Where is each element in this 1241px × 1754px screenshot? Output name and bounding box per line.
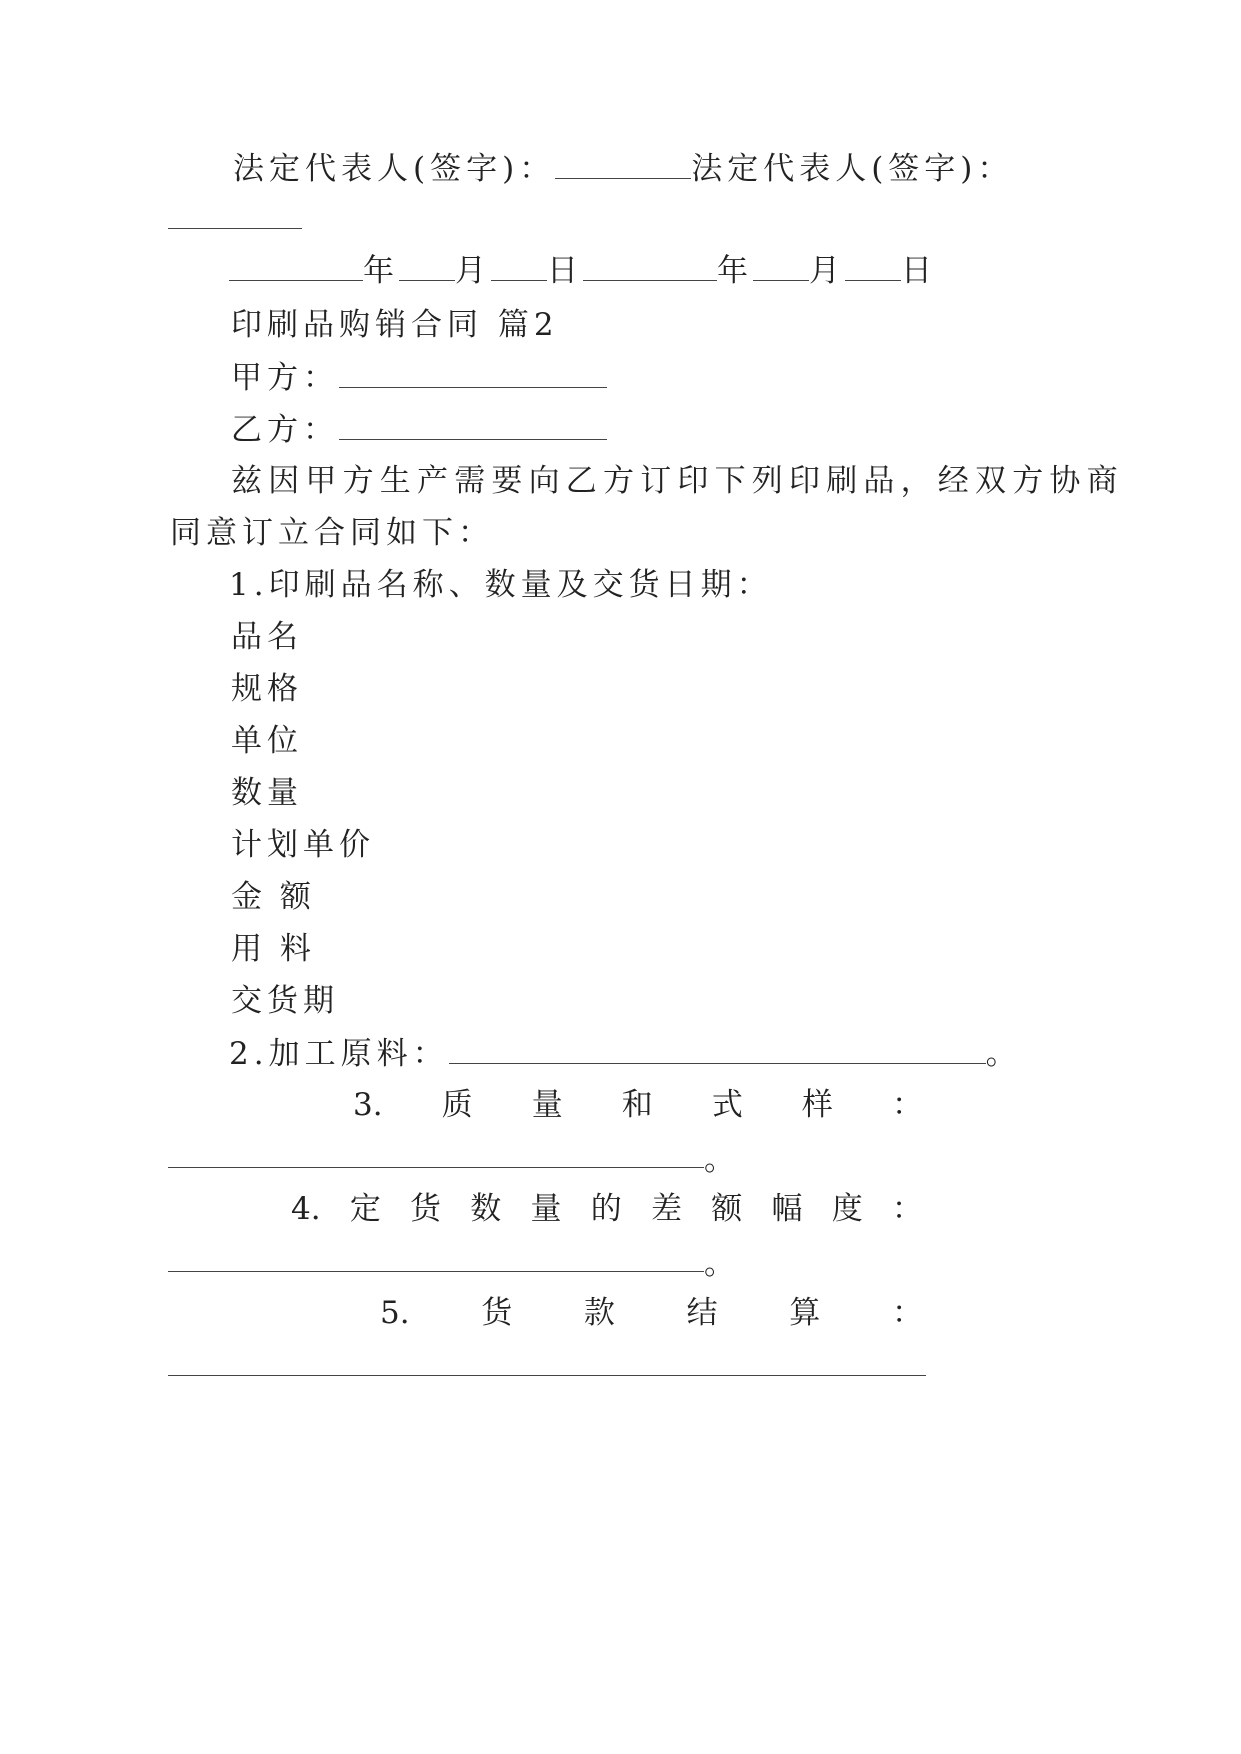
clause-4-blank[interactable]	[168, 1271, 704, 1272]
clause-4-heading	[291, 1189, 923, 1229]
clause-4-char: 4.	[291, 1191, 321, 1227]
year-label: 年	[363, 253, 399, 289]
clause-5-blank[interactable]	[168, 1375, 926, 1376]
field-item: 品名	[231, 619, 303, 655]
legal-rep-b-label: 法定代表人(签字)：	[691, 151, 1014, 187]
clause-4-char: 定	[349, 1191, 381, 1227]
date-line	[229, 250, 937, 291]
year-b-blank[interactable]	[583, 250, 717, 281]
signature-b-blank[interactable]	[168, 228, 302, 229]
field-item: 数量	[231, 775, 303, 811]
month-b-blank[interactable]	[753, 250, 809, 281]
clause-5-char: 算	[789, 1295, 821, 1331]
clause-4-char: ：	[891, 1191, 923, 1227]
clause-3-heading	[353, 1085, 923, 1125]
month-a-blank[interactable]	[399, 250, 455, 281]
month-label: 月	[809, 253, 845, 289]
clause-2-line	[229, 1033, 1022, 1074]
year-a-blank[interactable]	[229, 250, 363, 281]
clause-4-char: 数	[470, 1191, 502, 1227]
year-label: 年	[717, 253, 753, 289]
clause-3-char: ：	[891, 1087, 923, 1123]
clause-5-heading	[380, 1293, 923, 1333]
clause-4-char: 幅	[771, 1191, 803, 1227]
clause-4-char: 度	[831, 1191, 863, 1227]
party-b-line	[231, 409, 607, 450]
clause-3-blank[interactable]	[168, 1167, 704, 1168]
field-item: 金 额	[231, 879, 315, 915]
party-b-blank[interactable]	[339, 409, 607, 440]
clause-4-char: 差	[650, 1191, 682, 1227]
clause-5-char: 5.	[380, 1295, 410, 1331]
clause-4-char: 额	[711, 1191, 743, 1227]
clause-4-char: 量	[530, 1191, 562, 1227]
period: 。	[985, 1036, 1022, 1072]
clause-5-char: 货	[481, 1295, 513, 1331]
party-b-label: 乙方：	[231, 412, 339, 448]
clause-2-label: 2.加工原料：	[229, 1036, 449, 1072]
intro-line-2: 同意订立合同如下：	[170, 515, 494, 551]
clause-5-char: 结	[686, 1295, 718, 1331]
clause-3-char: 量	[531, 1087, 563, 1123]
legal-rep-a-label: 法定代表人(签字)：	[233, 151, 556, 187]
clause-3-char: 和	[621, 1087, 653, 1123]
day-a-blank[interactable]	[491, 250, 547, 281]
field-item: 单位	[231, 723, 303, 759]
period: 。	[704, 1142, 735, 1178]
clause-3-char: 样	[801, 1087, 833, 1123]
clause-5-char: 款	[583, 1295, 615, 1331]
signature-line	[233, 148, 1013, 189]
clause-3-char: 式	[711, 1087, 743, 1123]
day-label: 日	[547, 253, 583, 289]
day-b-blank[interactable]	[845, 250, 901, 281]
clause-1: 1.印刷品名称、数量及交货日期：	[229, 567, 773, 603]
day-label: 日	[901, 253, 937, 289]
clause-3-char: 3.	[353, 1087, 383, 1123]
party-a-line	[231, 357, 607, 398]
party-a-label: 甲方：	[231, 360, 339, 396]
clause-5-char: ：	[891, 1295, 923, 1331]
signature-a-blank[interactable]	[555, 148, 691, 179]
intro-line-1: 兹因甲方生产需要向乙方订印下列印刷品，经双方协商	[231, 463, 1124, 499]
clause-4-char: 货	[410, 1191, 442, 1227]
field-item: 规格	[231, 671, 303, 707]
clause-4-char: 的	[590, 1191, 622, 1227]
period: 。	[704, 1246, 735, 1282]
clause-2-blank[interactable]	[449, 1033, 986, 1064]
clause-3-char: 质	[441, 1087, 473, 1123]
month-label: 月	[455, 253, 491, 289]
field-item: 交货期	[231, 983, 339, 1019]
field-item: 计划单价	[231, 827, 375, 863]
field-item: 用 料	[231, 931, 315, 967]
contract-title: 印刷品购销合同 篇2	[231, 307, 559, 343]
party-a-blank[interactable]	[339, 357, 607, 388]
